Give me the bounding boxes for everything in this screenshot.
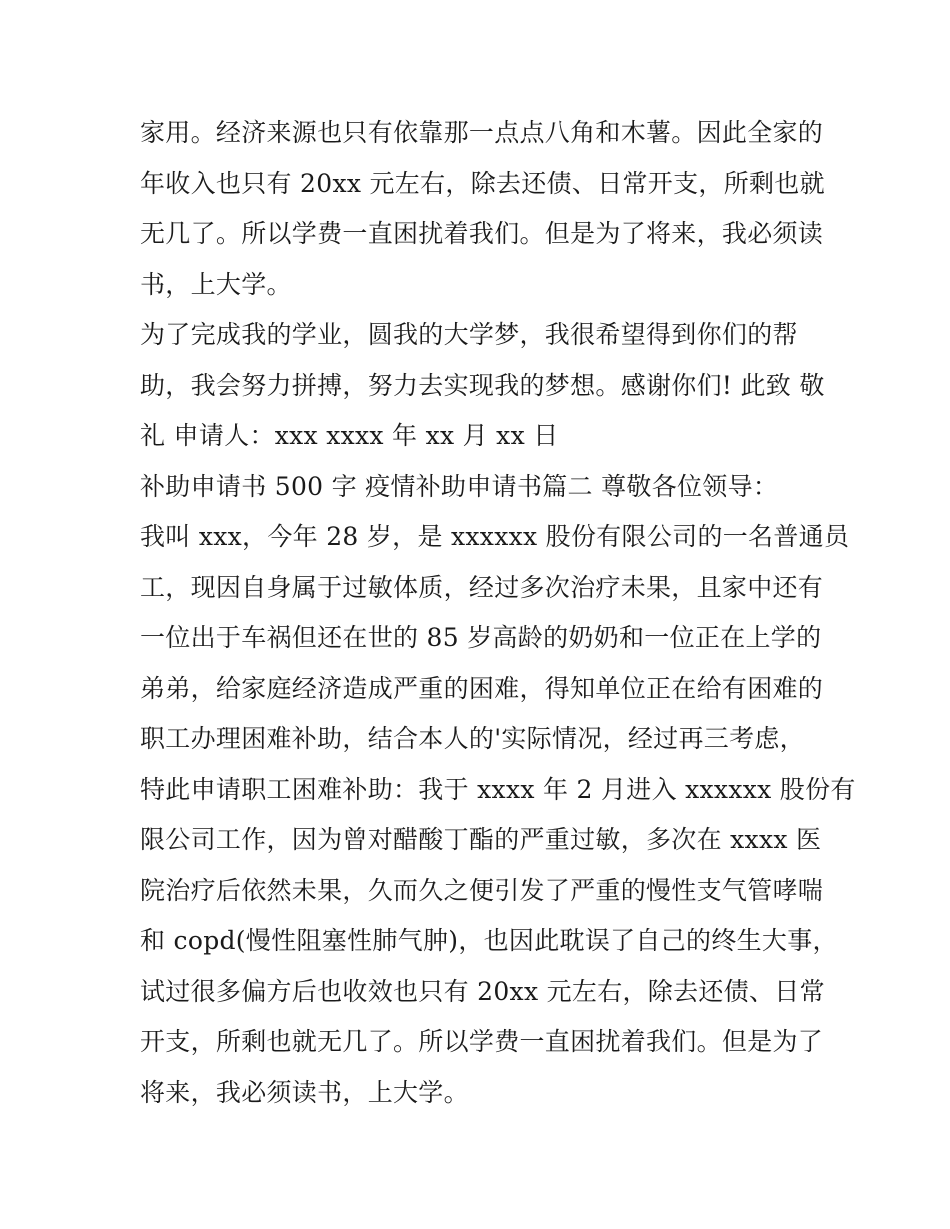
text-line: 家用。经济来源也只有依靠那一点点八角和木薯。因此全家的: [140, 118, 824, 147]
text-line: 为了完成我的学业，圆我的大学梦，我很希望得到你们的帮: [140, 320, 798, 349]
text-line: 和 copd(慢性阻塞性肺气肿)，也因此耽误了自己的终生大事，: [140, 926, 838, 955]
text-line: 将来，我必须读书，上大学。: [140, 1077, 469, 1107]
text-line: 我叫 xxx，今年 28 岁，是 xxxxxx 股份有限公司的一名普通员: [140, 522, 850, 551]
text-line: 院治疗后依然未果，久而久之便引发了严重的慢性支气管哮喘: [140, 875, 824, 905]
text-line: 补助申请书 500 字 疫情补助申请书篇二 尊敬各位领导：: [140, 471, 779, 501]
text-line: 礼 申请人：xxx xxxx 年 xx 月 xx 日: [140, 421, 559, 450]
text-line: 书，上大学。: [140, 269, 292, 299]
text-line: 年收入也只有 20xx 元左右，除去还债、日常开支，所剩也就: [140, 168, 825, 198]
text-line: 助，我会努力拼搏，努力去实现我的梦想。感谢你们! 此致 敬: [140, 370, 825, 400]
text-line: 一位出于车祸但还在世的 85 岁高龄的奶奶和一位正在上学的: [140, 623, 822, 652]
text-line: 弟弟，给家庭经济造成严重的困难，得知单位正在给有困难的: [140, 673, 824, 703]
text-line: 试过很多偏方后也收效也只有 20xx 元左右，除去还债、日常: [140, 976, 825, 1006]
text-line: 特此申请职工困难补助：我于 xxxx 年 2 月进入 xxxxxx 股份有: [140, 774, 856, 804]
text-line: 职工办理困难补助，结合本人的'实际情况，经过再三考虑，: [140, 724, 805, 753]
text-line: 工，现因自身属于过敏体质，经过多次治疗未果，且家中还有: [140, 572, 824, 602]
text-line: 开支，所剩也就无几了。所以学费一直困扰着我们。但是为了: [140, 1027, 824, 1056]
text-line: 限公司工作，因为曾对醋酸丁酯的严重过敏，多次在 xxxx 医: [140, 825, 822, 854]
document-body: [140, 108, 856, 1118]
text-line: 无几了。所以学费一直困扰着我们。但是为了将来，我必须读: [140, 219, 824, 248]
